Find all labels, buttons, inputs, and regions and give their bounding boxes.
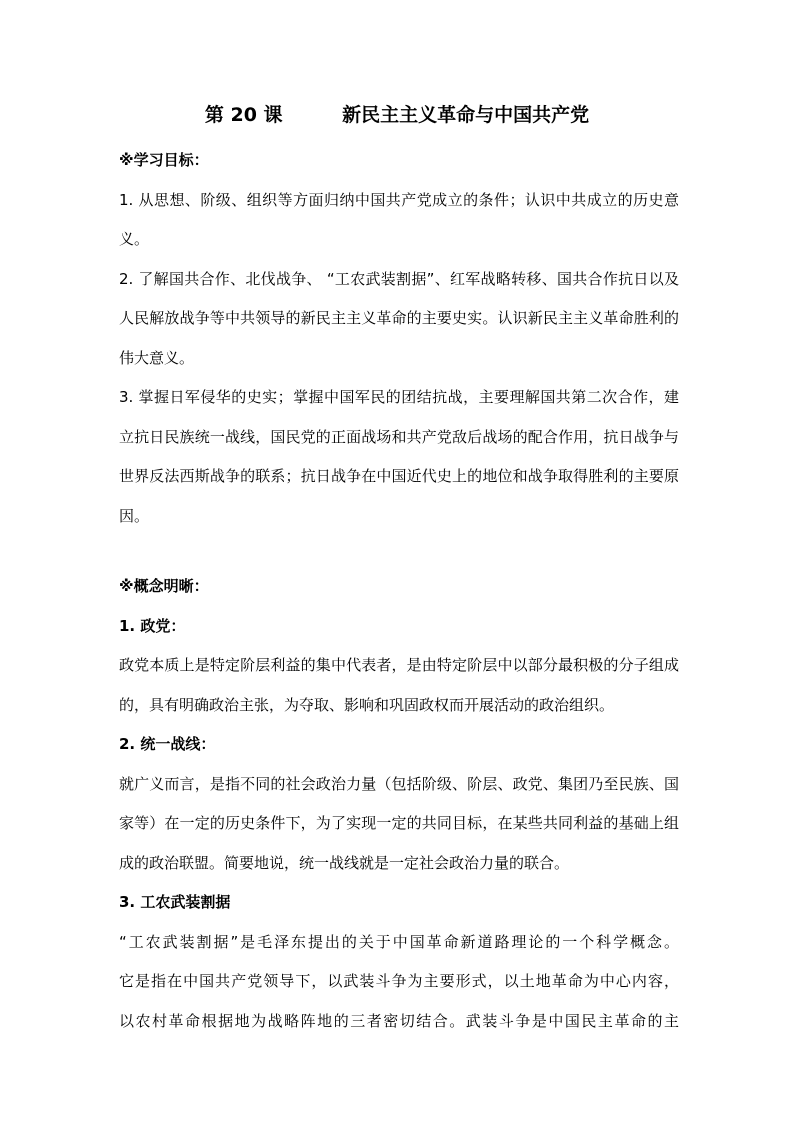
concept-heading: 3. 工农武装割据 [119,893,231,911]
objective-item-1 [119,181,679,260]
objective-item-3 [119,378,679,536]
concept-line: 它是指在中国共产党领导下，以武装斗争为主要形式，以土地革命为中心内容， [119,972,679,990]
objective-line: 世界反法西斯战争的联系；抗日战争在中国近代史上的地位和战争取得胜利的主要原 [119,467,679,485]
objective-line: 2. 了解国共合作、北伐战争、 “工农武装割据”、红军战略转移、国共合作抗日以及 [119,269,679,288]
concept-heading: 2. 统一战线： [119,735,216,753]
concept-item-armed-separatism [119,883,679,1041]
objectives-heading: ※学习目标： [119,151,209,169]
objectives-section [119,141,679,536]
concepts-section [119,567,679,1041]
concept-item-united-front [119,725,679,883]
concepts-heading: ※概念明晰： [119,577,209,595]
objective-line: 人民解放战争等中共领导的新民主主义革命的主要史实。认识新民主主义革命胜利的 [119,309,679,327]
objective-line: 立抗日民族统一战线，国民党的正面战场和共产党敌后战场的配合作用，抗日战争与 [119,427,679,446]
concept-line: 以农村革命根据地为战略阵地的三者密切结合。武装斗争是中国民主革命的主 [119,1011,679,1030]
objective-line: 因。 [119,506,150,525]
concept-heading: 1. 政党： [119,616,186,635]
concept-line: 政党本质上是特定阶层利益的集中代表者，是由特定阶层中以部分最积极的分子组成 [119,656,679,674]
page-title: 第 20 课 新民主主义革命与中国共产党 [204,104,590,126]
objective-item-2 [119,260,679,379]
objective-line: 1. 从思想、阶级、组织等方面归纳中国共产党成立的条件；认识中共成立的历史意 [119,190,679,209]
concept-item-party [119,607,679,726]
objective-line: 伟大意义。 [119,348,195,367]
concept-line: 就广义而言，是指不同的社会政治力量（包括阶级、阶层、政党、集团乃至民族、国 [119,774,679,793]
objective-line: 义。 [119,230,150,248]
concept-line: “工农武装割据”是毛泽东提出的关于中国革命新道路理论的一个科学概念。 [119,932,679,951]
concept-line: 家等）在一定的历史条件下，为了实现一定的共同目标，在某些共同利益的基础上组 [119,814,679,832]
objective-line: 3. 掌握日军侵华的史实；掌握中国军民的团结抗战，主要理解国共第二次合作，建 [119,388,679,406]
concept-line: 的，具有明确政治主张，为夺取、影响和巩固政权而开展活动的政治组织。 [119,695,615,714]
concept-line: 成的政治联盟。简要地说，统一战线就是一定社会政治力量的联合。 [119,853,570,872]
